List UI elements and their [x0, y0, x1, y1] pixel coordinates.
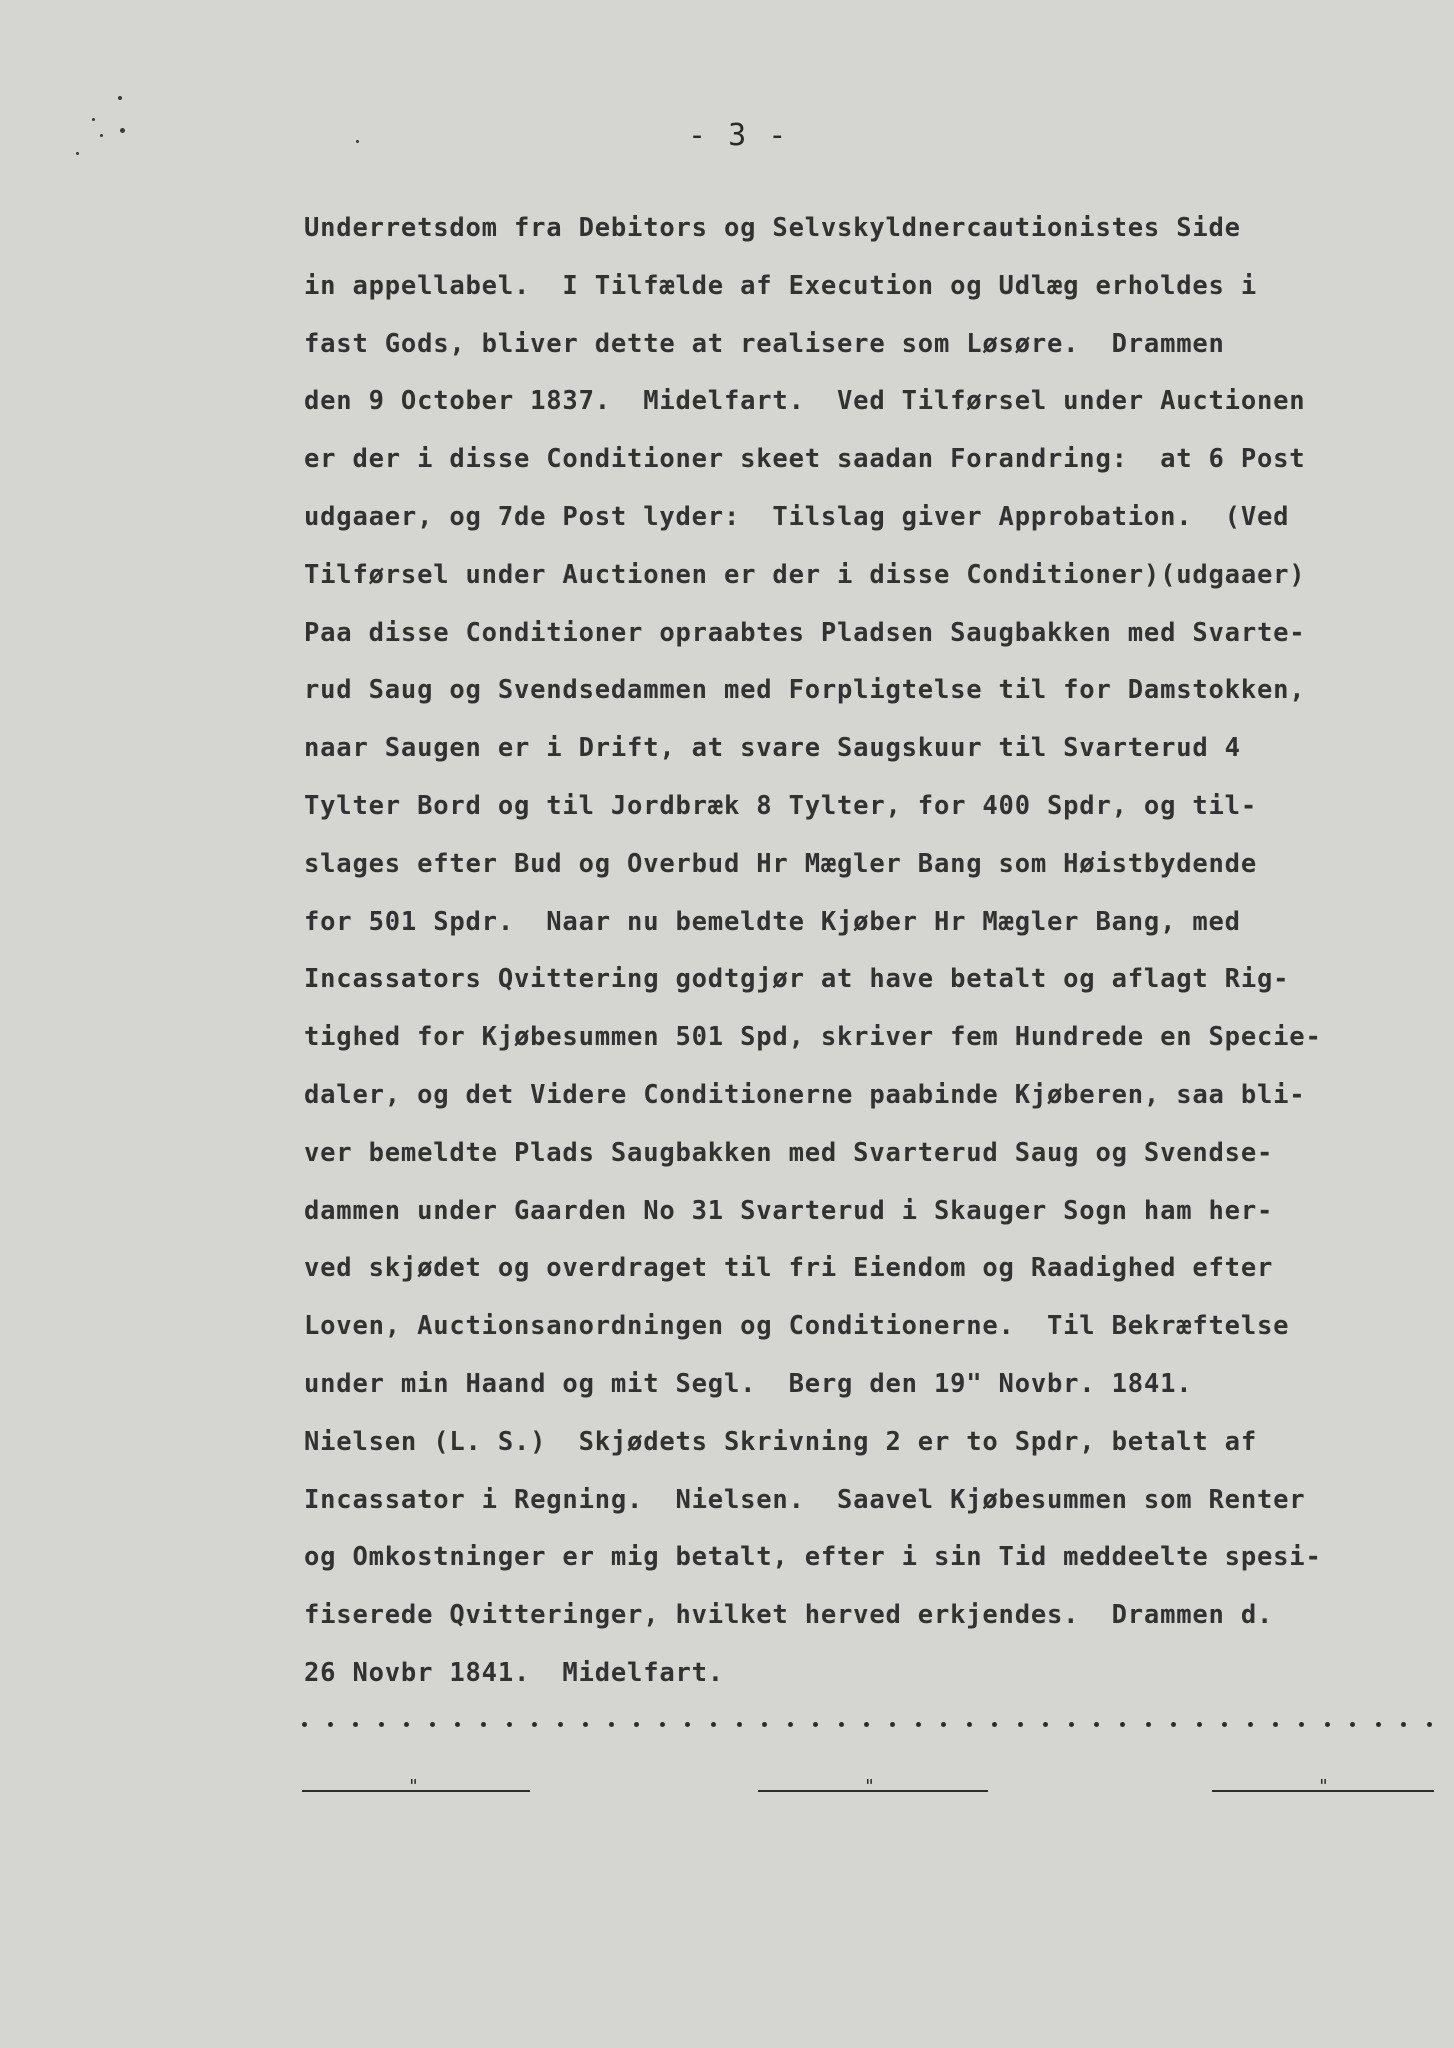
text-line: den 9 October 1837. Midelfart. Ved Tilførsel under Auctionen: [304, 386, 1306, 417]
ditto-mark-left: ": [408, 1776, 419, 1797]
text-line: naar Saugen er i Drift, at svare Saugskuur til Svarterud 4: [304, 733, 1241, 764]
text-line: Tilførsel under Auctionen er der i disse Conditioner)(udgaaer): [304, 559, 1306, 590]
text-line: tighed for Kjøbesummen 501 Spd, skriver fem Hundrede en Specie-: [304, 1022, 1322, 1053]
deed-text: [304, 200, 1434, 1703]
text-line: udgaaer, og 7de Post lyder: Tilslag giver Approbation. (Ved: [304, 501, 1290, 532]
text-line: 26 Novbr 1841. Midelfart.: [304, 1657, 724, 1688]
text-line: er der i disse Conditioner skeet saadan Forandring: at 6 Post: [304, 444, 1306, 475]
text-line: Underretsdom fra Debitors og Selvskyldnercautionistes Side: [304, 213, 1241, 243]
text-line: dammen under Gaarden No 31 Svarterud i Skauger Sogn ham her-: [304, 1195, 1274, 1226]
dotted-separator: [302, 1714, 1432, 1734]
text-line: Tylter Bord og til Jordbræk 8 Tylter, for 400 Spdr, og til-: [304, 790, 1257, 821]
text-line: Paa disse Conditioner opraabtes Pladsen Saugbakken med Svarte-: [304, 617, 1306, 648]
scan-specks: [70, 92, 130, 172]
ditto-mark-right: ": [1318, 1776, 1329, 1797]
text-line: fast Gods, bliver dette at realisere som Løsøre. Drammen: [304, 328, 1225, 359]
text-line: in appellabel. I Tilfælde af Execution og Udlæg erholdes i: [304, 270, 1257, 301]
text-line: fiserede Qvitteringer, hvilket herved erkjendes. Drammen d.: [304, 1600, 1274, 1631]
text-line: under min Haand og mit Segl. Berg den 19" Novbr. 1841.: [304, 1368, 1193, 1399]
text-line: og Omkostninger er mig betalt, efter i sin Tid meddeelte spesi-: [304, 1542, 1322, 1573]
ditto-mark-center: ": [864, 1776, 875, 1797]
text-line: Incassator i Regning. Nielsen. Saavel Kjøbesummen som Renter: [304, 1484, 1306, 1515]
text-line: ved skjødet og overdraget til fri Eiendom og Raadighed efter: [304, 1253, 1274, 1284]
text-line: Incassators Qvittering godtgjør at have betalt og aflagt Rig-: [304, 964, 1290, 995]
page-number: - 3 -: [688, 118, 789, 153]
text-line: rud Saug og Svendsedammen med Forpligtelse til for Damstokken,: [304, 675, 1306, 706]
text-line: ver bemeldte Plads Saugbakken med Svarterud Saug og Svendse-: [304, 1137, 1274, 1168]
text-line: slages efter Bud og Overbud Hr Mægler Bang som Høistbydende: [304, 848, 1257, 879]
text-line: daler, og det Videre Conditionerne paabinde Kjøberen, saa bli-: [304, 1079, 1306, 1110]
text-line: Loven, Auctionsanordningen og Conditionerne. Til Bekræftelse: [304, 1311, 1290, 1342]
text-line: for 501 Spdr. Naar nu bemeldte Kjøber Hr Mægler Bang, med: [304, 906, 1241, 937]
text-line: Nielsen (L. S.) Skjødets Skrivning 2 er to Spdr, betalt af: [304, 1426, 1257, 1457]
